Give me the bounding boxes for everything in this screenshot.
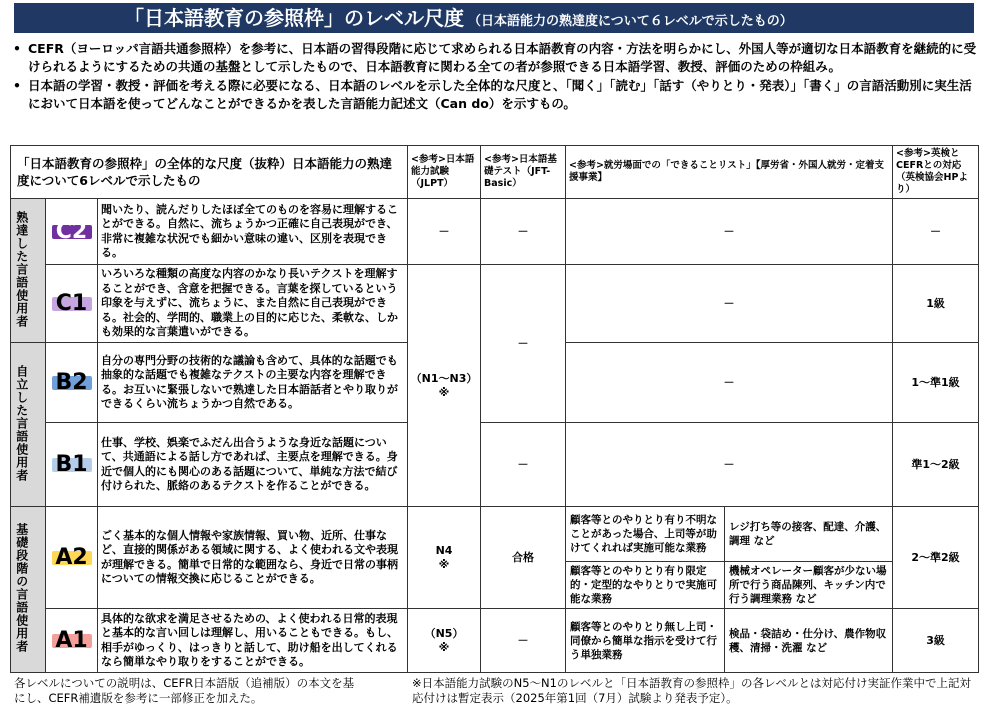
eiken-a1: 3級 bbox=[893, 609, 979, 673]
work-a2-condition-2: 顧客等とのやりとり有り限定的・定型的なやりとりで実施可能な業務 bbox=[566, 562, 725, 609]
work-a2-example-1: レジ打ち等の接客、配達、介護、調理 など bbox=[725, 507, 893, 562]
group-pad bbox=[33, 343, 46, 507]
group-pad bbox=[33, 507, 46, 673]
level-desc-a2: ごく基本的な個人情報や家族情報、買い物、近所、仕事など、直接的関係がある領域に関する、よく使われる文や表現が理解できる。簡単で日常的な範囲なら、身近で日常の事柄についての情報交換に応じることができる。 bbox=[98, 507, 408, 609]
title-bar bbox=[14, 3, 974, 33]
group-label: 熟達した言語使用者 bbox=[14, 210, 29, 328]
jlpt-c2: － bbox=[408, 199, 481, 265]
bullet-dot-icon: • bbox=[13, 78, 21, 93]
work-c1: － bbox=[566, 265, 893, 343]
header-jlpt: <参考>日本語能力試験（JLPT） bbox=[408, 146, 481, 199]
bullet-text: CEFR（ヨーロッパ言語共通参照枠）を参考に、日本語の習得段階に応じて求められる日本語教育の内容・方法を明らかにし、外国人等が適切な日本語教育を継続的に受けられるようにするための共通の基盤として示したもので、日本語教育に関わる全ての者が参照できる日本語学習、教授、評価のための枠組み。 bbox=[28, 41, 977, 74]
jlpt-a2: N4 ※ bbox=[408, 507, 481, 609]
work-a1-condition: 顧客等とのやりとり無し上司・同僚から簡単な指示を受けて行う単独業務 bbox=[566, 609, 725, 673]
footnote-right: ※日本語能力試験のN5～N1のレベルと「日本語教育の参照枠」の各レベルとは対応付け実証作業中で上記対応付けは暫定表示（2025年第1回（7月）試験より発表予定）。 bbox=[412, 676, 971, 705]
eiken-a2: 2～準2級 bbox=[893, 507, 979, 609]
group-label: 基礎段階の言語使用者 bbox=[14, 523, 29, 653]
level-desc-b2: 自分の専門分野の技術的な議論も含めて、具体的な話題でも抽象的な話題でも複雑なテクストの主要な内容を理解できる。お互いに緊張しないで熟達した日本語話者とやり取りができるくらい流ちょうかつ自然である。 bbox=[98, 343, 408, 423]
bullet-item bbox=[6, 40, 981, 76]
eiken-c2: － bbox=[893, 199, 979, 265]
bullet-text: 日本語の学習・教授・評価を考える際に必要になる、日本語のレベルを示した全体的な尺度と、「聞く」「読む」「話す（やりとり・発表）」「書く」の言語活動別に実生活において日本語を使ってどんなことができるかを表した言語能力記述文（Can do）を示すもの。 bbox=[28, 78, 972, 111]
jft-a1: － bbox=[481, 609, 566, 673]
work-a2-condition-1: 顧客等とのやりとり有り不明なことがあった場合、上司等が助けてくれれば実施可能な業務 bbox=[566, 507, 725, 562]
header-jft: <参考>日本語基礎テスト（JFT-Basic） bbox=[481, 146, 566, 199]
level-badge-a2: A2 bbox=[46, 507, 98, 609]
jft-b1: － bbox=[481, 423, 566, 507]
jft-c2: － bbox=[481, 199, 566, 265]
level-desc-c1: いろいろな種類の高度な内容のかなり長いテクストを理解することができ、含意を把握できる。言葉を探しているという印象を与えずに、流ちょうに、また自然に自己表現ができる。社会的、学問的、職業上の目的に応じた、柔軟な、しかも効果的な言葉遣いができる。 bbox=[98, 265, 408, 343]
work-b2: － bbox=[566, 343, 893, 423]
footnote-left: 各レベルについての説明は、CEFR日本語版（追補版）の本文を基にし、CEFR補遺版を参考に一部修正を加えた。 bbox=[14, 676, 355, 705]
level-badge-b2: B2 bbox=[46, 343, 98, 423]
eiken-b2: 1～準1級 bbox=[893, 343, 979, 423]
work-a2-example-2: 機械オペレーター顧客が少ない場所で行う商品陳列、キッチン内で行う調理業務 など bbox=[725, 562, 893, 609]
header-scale: 「日本語教育の参照枠」の全体的な尺度（抜粋）日本語能力の熟達度について6レベルで示したもの bbox=[11, 146, 408, 199]
level-desc-a1: 具体的な欲求を満足させるための、よく使われる日常的表現と基本的な言い回しは理解し、用いることもできる。もし、相手がゆっくり、はっきりと話して、助け船を出してくれるなら簡単なやり取りをすることができる。 bbox=[98, 609, 408, 673]
page-subtitle: （日本語能力の熟達度について６レベルで示したもの） bbox=[468, 14, 793, 29]
group-proficient bbox=[11, 199, 33, 343]
level-badge-c2: C2 bbox=[46, 199, 98, 265]
group-basic bbox=[11, 507, 33, 673]
intro-bullets bbox=[6, 40, 981, 114]
group-pad bbox=[33, 199, 46, 343]
group-independent bbox=[11, 343, 33, 507]
jlpt-a1: （N5） ※ bbox=[408, 609, 481, 673]
level-badge-a1: A1 bbox=[46, 609, 98, 673]
page-title: 「日本語教育の参照枠」のレベル尺度 bbox=[124, 6, 464, 30]
bullet-item bbox=[6, 77, 981, 113]
level-badge-b1: B1 bbox=[46, 423, 98, 507]
eiken-b1: 準1～2級 bbox=[893, 423, 979, 507]
level-scale-table bbox=[10, 145, 979, 673]
jlpt-n1-n3: （N1～N3） ※ bbox=[408, 265, 481, 507]
level-desc-b1: 仕事、学校、娯楽でふだん出合うような身近な話題について、共通語による話し方であれば、主要点を理解できる。身近で個人的にも関心のある話題について、単純な方法で結び付けられた、脈絡のあるテクストを作ることができる。 bbox=[98, 423, 408, 507]
jft-a2: 合格 bbox=[481, 507, 566, 609]
work-a1-example: 検品・袋詰め・仕分け、農作物収穫、清掃・洗濯 など bbox=[725, 609, 893, 673]
work-b1: － bbox=[566, 423, 893, 507]
header-work: <参考>就労場面での「できることリスト」【厚労省・外国人就労・定着支援事業】 bbox=[566, 146, 893, 199]
jft-c1-b2: － bbox=[481, 265, 566, 423]
bullet-dot-icon: • bbox=[13, 41, 21, 56]
level-desc-c2: 聞いたり、読んだりしたほぼ全てのものを容易に理解することができる。自然に、流ちょうかつ正確に自己表現ができ、非常に複雑な状況でも細かい意味の違い、区別を表現できる。 bbox=[98, 199, 408, 265]
work-c2: － bbox=[566, 199, 893, 265]
header-eiken: <参考>英検とCEFRとの対応（英検協会HPより） bbox=[893, 146, 979, 199]
level-badge-c1: C1 bbox=[46, 265, 98, 343]
group-label: 自立した言語使用者 bbox=[14, 364, 29, 482]
eiken-c1: 1級 bbox=[893, 265, 979, 343]
